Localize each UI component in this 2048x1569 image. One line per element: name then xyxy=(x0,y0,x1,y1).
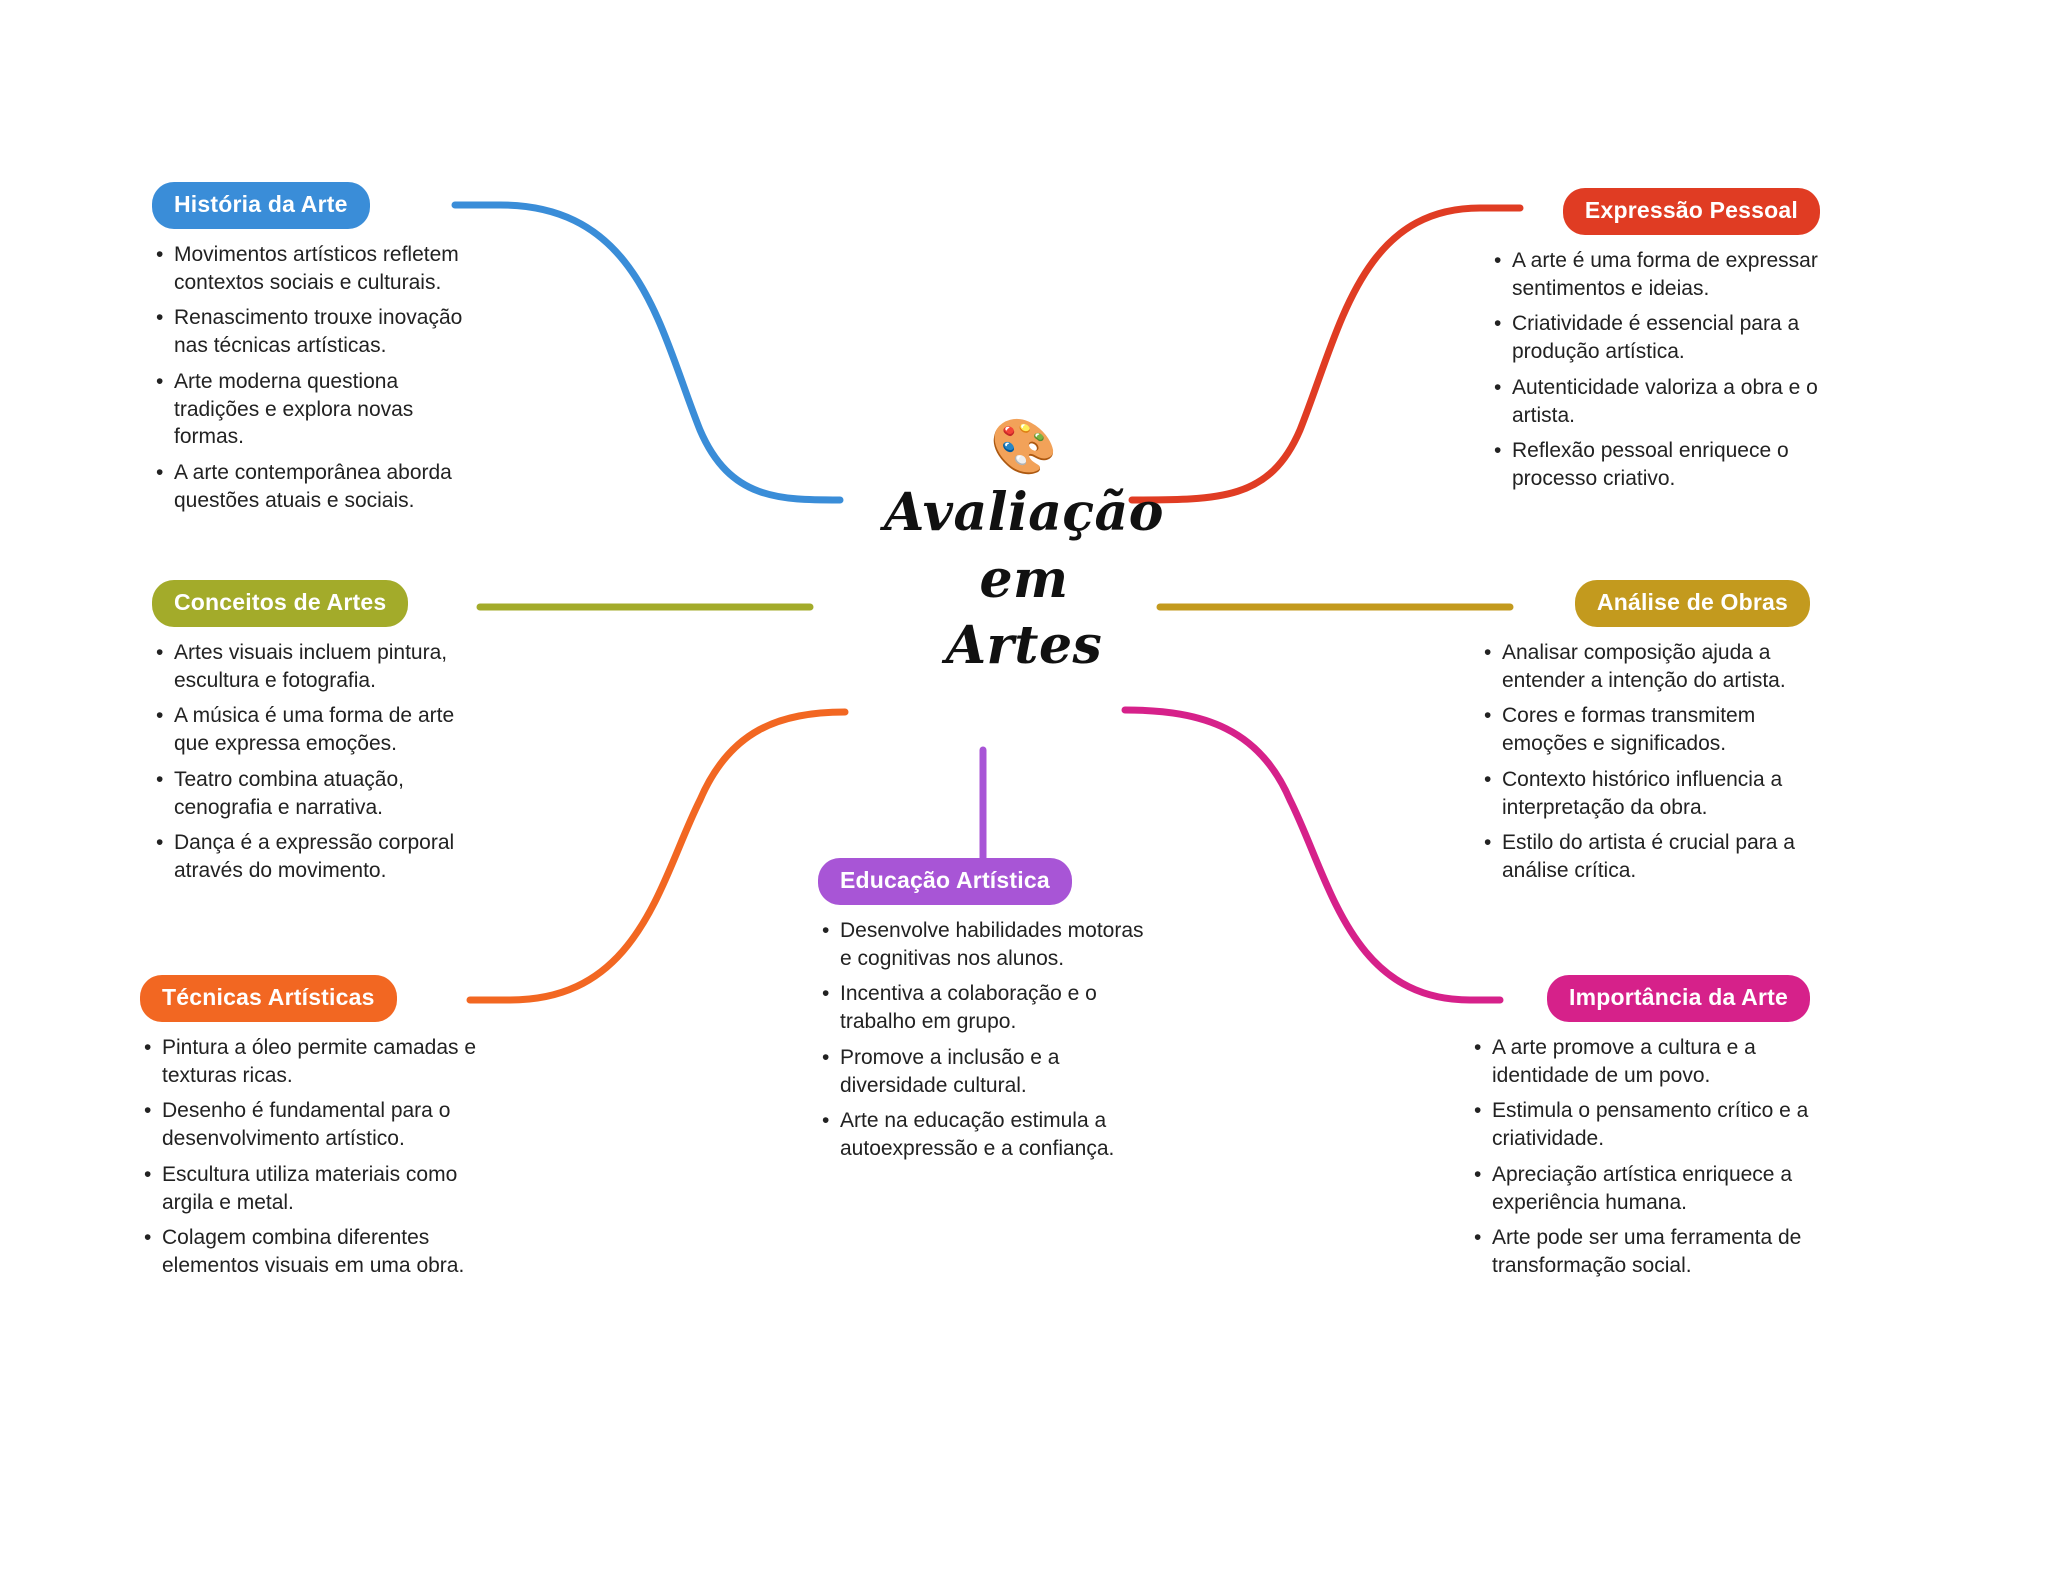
list-item: • Reflexão pessoal enriquece o processo criativo. xyxy=(1494,437,1820,492)
list-item: • Criatividade é essencial para a produção artística. xyxy=(1494,310,1820,365)
list-item: • A música é uma forma de arte que expressa emoções. xyxy=(156,702,492,757)
list-item: • A arte promove a cultura e a identidade de um povo. xyxy=(1474,1034,1810,1089)
page-title xyxy=(824,480,1224,680)
branch-items-importancia-da-arte xyxy=(1470,1034,1810,1280)
list-item: • Arte pode ser uma ferramenta de transformação social. xyxy=(1474,1224,1810,1279)
list-item: • Movimentos artísticos refletem contextos sociais e culturais. xyxy=(156,241,482,296)
branch-importancia-da-arte[interactable] xyxy=(1470,975,1810,1288)
connector-importancia xyxy=(1125,710,1500,1000)
branch-educacao-artistica[interactable] xyxy=(818,858,1148,1171)
list-item: • Apreciação artística enriquece a experiência humana. xyxy=(1474,1161,1810,1216)
branch-items-expressao-pessoal xyxy=(1490,247,1820,493)
list-item: • Analisar composição ajuda a entender a intenção do artista. xyxy=(1484,639,1810,694)
branch-header-importancia-da-arte[interactable]: Importância da Arte xyxy=(1547,975,1810,1022)
branch-header-historia-da-arte[interactable]: História da Arte xyxy=(152,182,370,229)
central-title-line-3: Artes xyxy=(945,615,1103,677)
list-item: • Estilo do artista é crucial para a análise crítica. xyxy=(1484,829,1810,884)
branch-items-tecnicas-artisticas xyxy=(140,1034,480,1280)
list-item: • Cores e formas transmitem emoções e significados. xyxy=(1484,702,1810,757)
list-item: • A arte contemporânea aborda questões atuais e sociais. xyxy=(156,459,482,514)
list-item: • Artes visuais incluem pintura, escultura e fotografia. xyxy=(156,639,492,694)
connector-historia xyxy=(455,205,840,500)
list-item: • Desenvolve habilidades motoras e cognitivas nos alunos. xyxy=(822,917,1148,972)
list-item: • Renascimento trouxe inovação nas técnicas artísticas. xyxy=(156,304,482,359)
list-item: • Arte na educação estimula a autoexpressão e a confiança. xyxy=(822,1107,1148,1162)
central-topic xyxy=(824,417,1224,680)
list-item: • Estimula o pensamento crítico e a criatividade. xyxy=(1474,1097,1810,1152)
list-item: • Autenticidade valoriza a obra e o artista. xyxy=(1494,374,1820,429)
branch-items-historia-da-arte xyxy=(152,241,482,514)
branch-items-analise-de-obras xyxy=(1480,639,1810,885)
list-item: • Incentiva a colaboração e o trabalho em grupo. xyxy=(822,980,1148,1035)
list-item: • Escultura utiliza materiais como argila e metal. xyxy=(144,1161,480,1216)
connector-tecnicas xyxy=(470,712,845,1000)
list-item: • Desenho é fundamental para o desenvolvimento artístico. xyxy=(144,1097,480,1152)
list-item: • Promove a inclusão e a diversidade cultural. xyxy=(822,1044,1148,1099)
branch-header-educacao-artistica[interactable]: Educação Artística xyxy=(818,858,1072,905)
branch-historia-da-arte[interactable] xyxy=(152,182,482,522)
branch-header-expressao-pessoal[interactable]: Expressão Pessoal xyxy=(1563,188,1820,235)
branch-items-conceitos-de-artes xyxy=(152,639,492,885)
branch-tecnicas-artisticas[interactable] xyxy=(140,975,480,1288)
branch-analise-de-obras[interactable] xyxy=(1480,580,1810,893)
central-title-line-2: em xyxy=(979,548,1069,610)
list-item: • Contexto histórico influencia a interpretação da obra. xyxy=(1484,766,1810,821)
list-item: • Teatro combina atuação, cenografia e narrativa. xyxy=(156,766,492,821)
branch-header-tecnicas-artisticas[interactable]: Técnicas Artísticas xyxy=(140,975,397,1022)
branch-conceitos-de-artes[interactable] xyxy=(152,580,492,893)
branch-header-conceitos-de-artes[interactable]: Conceitos de Artes xyxy=(152,580,408,627)
list-item: • Arte moderna questiona tradições e explora novas formas. xyxy=(156,368,482,451)
branch-items-educacao-artistica xyxy=(818,917,1148,1163)
list-item: • A arte é uma forma de expressar sentimentos e ideias. xyxy=(1494,247,1820,302)
list-item: • Colagem combina diferentes elementos visuais em uma obra. xyxy=(144,1224,480,1279)
artist-palette-icon: 🎨 xyxy=(990,417,1058,477)
list-item: • Dança é a expressão corporal através do movimento. xyxy=(156,829,492,884)
central-title-line-1: Avaliação xyxy=(884,482,1164,543)
branch-header-analise-de-obras[interactable]: Análise de Obras xyxy=(1575,580,1810,627)
branch-expressao-pessoal[interactable] xyxy=(1490,188,1820,501)
list-item: • Pintura a óleo permite camadas e texturas ricas. xyxy=(144,1034,480,1089)
